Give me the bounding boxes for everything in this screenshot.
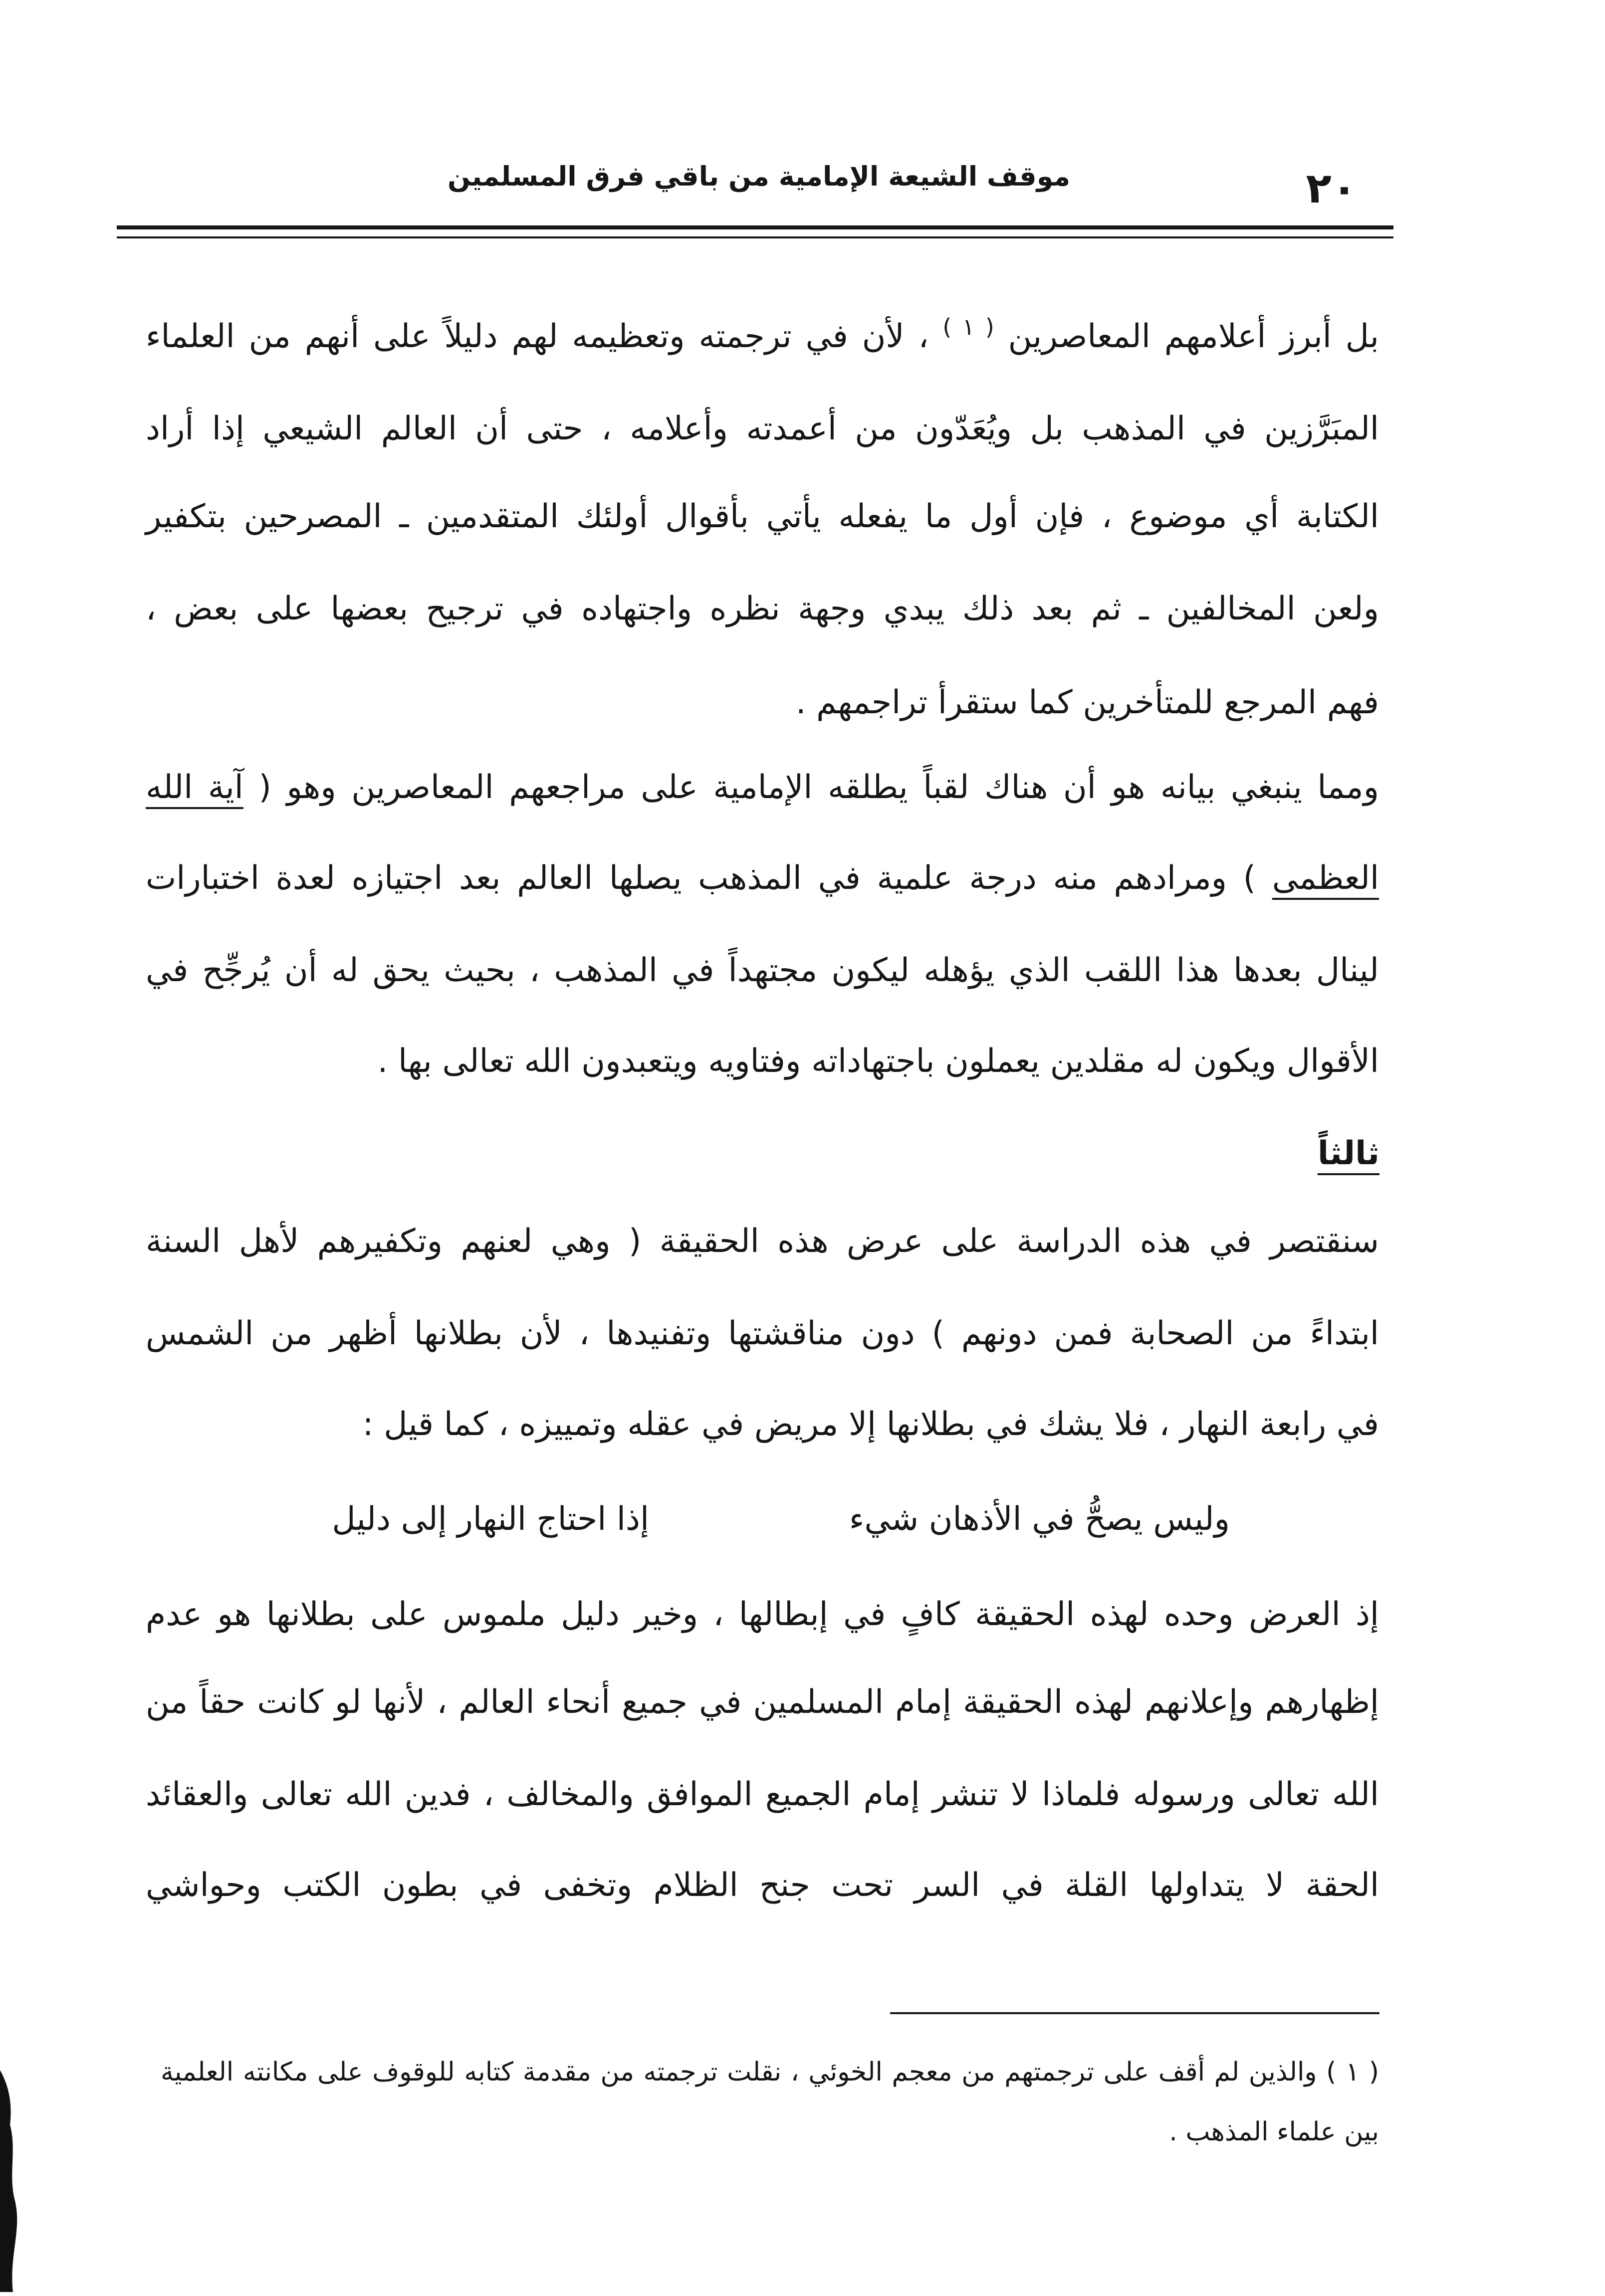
footnote-line (161, 2042, 1379, 2102)
page-number (1257, 153, 1357, 223)
line-text: إظهارهم وإعلانهم لهذه الحقيقة إمام المسلمين في جميع أنحاء العالم ، لأنها لو كانت حقاً من (146, 1683, 1379, 1721)
footnote-reference: ( ١ ) (942, 313, 994, 340)
verse-text: وليس يصحُّ في الأذهان شيء (849, 1500, 1230, 1538)
body-line (146, 1755, 1379, 1835)
running-title-text: موقف الشيعة الإمامية من باقي فرق المسلمين (447, 161, 1071, 192)
footnote-text: ( ١ ) والذين لم أقف على ترجمتهم من معجم الخوئي ، نقلت ترجمته من مقدمة كتابه للوقوف على مكانته العلمية (161, 2057, 1379, 2087)
line-text: سنقتصر في هذه الدراسة على عرض هذه الحقيقة ( وهي لعنهم وتكفيرهم لأهل السنة (146, 1223, 1379, 1260)
line-text (146, 748, 1379, 828)
running-title (445, 142, 1073, 211)
line-text: الله تعالى ورسوله فلماذا لا تنشر إمام الجميع الموافق والمخالف ، فدين الله تعالى والعقائد (146, 1776, 1379, 1813)
header-rule-thick (117, 225, 1393, 229)
line-text-segment: ) ومرادهم منه درجة علمية في المذهب يصلها العالم بعد اجتيازه لعدة اختبارات (146, 859, 1256, 897)
page-number-text: ٢٠ (1306, 164, 1357, 212)
line-text (146, 838, 1379, 918)
body-line (146, 477, 1379, 557)
header-rule-thin (117, 236, 1393, 238)
line-text: لينال بعدها هذا اللقب الذي يؤهله ليكون مجتهداً في المذهب ، بحيث يحق له أن يُرجِّح في (146, 952, 1379, 989)
body-line (146, 1663, 1379, 1742)
section-heading (1130, 1114, 1379, 1194)
footnote-line (146, 2102, 1379, 2162)
scan-edge-mark (0, 2070, 25, 2292)
line-text: ابتداءً من الصحابة فمن دونهم ) دون مناقشتها وتفنيدها ، لأن بطلانها أظهر من الشمس (146, 1315, 1379, 1352)
verse-first-hemistich (748, 1479, 1230, 1559)
body-line (146, 1294, 1379, 1374)
section-heading-text: ثالثاً (1317, 1135, 1379, 1172)
body-line (146, 1575, 1379, 1655)
underlined-term: العظمى (1272, 859, 1379, 897)
body-line (146, 1022, 1379, 1101)
body-line (146, 389, 1379, 469)
body-line (146, 1202, 1379, 1281)
body-line (146, 569, 1379, 649)
line-text: إذ العرض وحده لهذه الحقيقة كافٍ في إبطالها ، وخير دليل ملموس على بطلانها هو عدم (146, 1596, 1379, 1633)
body-line (146, 748, 1379, 828)
body-line (146, 663, 1379, 743)
verse-second-hemistich (249, 1479, 649, 1559)
line-text-segment: ، لأن في ترجمته وتعظيمه لهم دليلاً على أنهم من العلماء (145, 318, 929, 355)
line-text-segment: ومما ينبغي بيانه هو أن هناك لقباً يطلقه الإمامية على مراجعهم المعاصرين وهو ( (258, 769, 1379, 806)
line-text-segment: بل أبرز أعلامهم المعاصرين (1008, 318, 1379, 355)
body-line (146, 838, 1379, 918)
line-text (146, 297, 1379, 377)
line-text: ولعن المخالفين ـ ثم بعد ذلك يبدي وجهة نظره واجتهاده في ترجيح بعضها على بعض ، (146, 590, 1379, 627)
body-line (146, 297, 1379, 377)
line-text: المبَرَّزين في المذهب بل ويُعَدّون من أعمدته وأعلامه ، حتى أن العالم الشيعي إذا أراد (146, 410, 1379, 447)
verse-text: إذا احتاج النهار إلى دليل (332, 1500, 649, 1538)
line-text: الحقة لا يتداولها القلة في السر تحت جنح الظلام وتخفى في بطون الكتب وحواشي (146, 1867, 1379, 1904)
underlined-term: آية الله (146, 769, 243, 806)
line-text: فهم المرجع للمتأخرين كما ستقرأ تراجمهم . (795, 684, 1379, 721)
line-text: في رابعة النهار ، فلا يشك في بطلانها إلا مريض في عقله وتمييزه ، كما قيل : (362, 1406, 1379, 1443)
line-text: الأقوال ويكون له مقلدين يعملون باجتهاداته وفتاويه ويتعبدون الله تعالى بها . (377, 1043, 1379, 1080)
line-text: الكتابة أي موضوع ، فإن أول ما يفعله يأتي بأقوال أولئك المتقدمين ـ المصرحين بتكفير (146, 498, 1379, 535)
footnote-separator (890, 2012, 1379, 2014)
body-line (146, 1846, 1379, 1925)
body-line (146, 931, 1379, 1011)
footnote-text: بين علماء المذهب . (1169, 2117, 1379, 2147)
body-line (146, 1385, 1379, 1464)
